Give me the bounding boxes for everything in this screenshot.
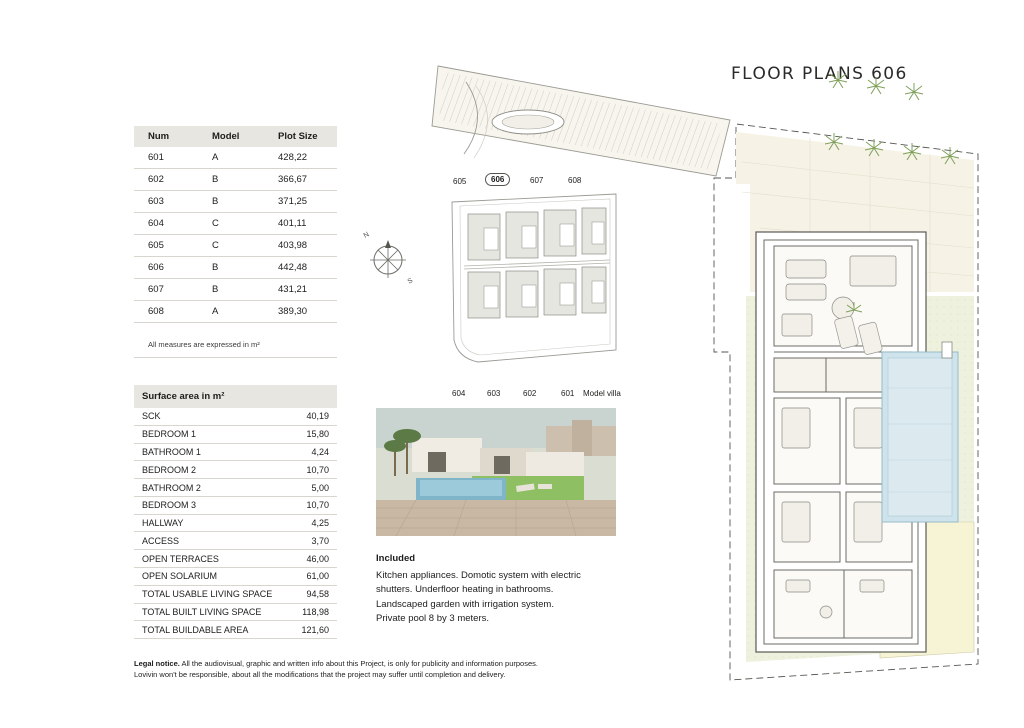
cell-room: BEDROOM 1: [134, 425, 295, 443]
cell-area: 4,24: [295, 443, 337, 461]
cell-plot-size: 401,11: [272, 213, 337, 235]
cell-plot-size: 442,48: [272, 257, 337, 279]
site-label-605: 605: [453, 177, 467, 186]
table-row: [134, 585, 337, 603]
table-row: [134, 603, 337, 621]
table-row: [134, 257, 337, 279]
table-row: [134, 408, 337, 425]
cell-num: 607: [134, 279, 202, 301]
cell-area: 121,60: [295, 621, 337, 639]
table-row: [134, 443, 337, 461]
measures-note: All measures are expressed in m²: [134, 332, 337, 358]
table-row: [134, 191, 337, 213]
cell-area: 94,58: [295, 585, 337, 603]
cell-model: B: [202, 191, 272, 213]
cell-room: SCK: [134, 408, 295, 425]
cell-room: TOTAL BUILT LIVING SPACE: [134, 603, 295, 621]
plot-table-header: [134, 126, 337, 147]
included-line-3: Landscaped garden with irrigation system.: [376, 598, 554, 610]
cell-room: BATHROOM 1: [134, 443, 295, 461]
table-row: [134, 550, 337, 568]
site-label-601: 601: [561, 389, 575, 398]
included-line-4: Private pool 8 by 3 meters.: [376, 613, 489, 624]
legal-line-2: Lovivin won't be responsible, about all the modifications that the project may suffer until completion and delivery.: [134, 670, 506, 679]
cell-model: C: [202, 235, 272, 257]
surface-area-table: [134, 385, 337, 639]
table-row: [134, 169, 337, 191]
table-row: [134, 213, 337, 235]
compass-rose: [356, 228, 420, 292]
plot-size-table: [134, 126, 337, 323]
cell-num: 601: [134, 147, 202, 169]
cell-area: 61,00: [295, 568, 337, 586]
cell-plot-size: 431,21: [272, 279, 337, 301]
plot-chip-606: 606: [485, 173, 510, 186]
site-caption-model-villa: Model villa: [583, 389, 621, 398]
site-label-604: 604: [452, 389, 466, 398]
cell-room: HALLWAY: [134, 514, 295, 532]
cell-room: ACCESS: [134, 532, 295, 550]
site-label-607: 607: [530, 176, 544, 185]
cell-area: 10,70: [295, 496, 337, 514]
included-heading: Included: [376, 553, 416, 564]
cell-model: C: [202, 213, 272, 235]
cell-room: BEDROOM 2: [134, 461, 295, 479]
floor-plan-drawing: [430, 52, 990, 692]
cell-room: OPEN TERRACES: [134, 550, 295, 568]
cell-plot-size: 389,30: [272, 301, 337, 323]
column-header-plot-size: Plot Size: [272, 126, 337, 147]
cell-plot-size: 428,22: [272, 147, 337, 169]
compass-south-label: S: [406, 277, 415, 286]
cell-model: B: [202, 257, 272, 279]
cell-num: 605: [134, 235, 202, 257]
cell-room: OPEN SOLARIUM: [134, 568, 295, 586]
table-row: [134, 301, 337, 323]
table-row: [134, 425, 337, 443]
cell-num: 606: [134, 257, 202, 279]
cell-plot-size: 403,98: [272, 235, 337, 257]
table-row: [134, 532, 337, 550]
cell-area: 118,98: [295, 603, 337, 621]
included-line-2: shutters. Underfloor heating in bathrooms.: [376, 584, 554, 595]
table-row: [134, 514, 337, 532]
column-header-num: Num: [134, 126, 202, 147]
table-row: [134, 147, 337, 169]
table-row: [134, 479, 337, 497]
cell-room: TOTAL BUILDABLE AREA: [134, 621, 295, 639]
page-title: FLOOR PLANS 606: [731, 64, 908, 84]
compass-north-label: N: [362, 231, 371, 240]
site-label-603: 603: [487, 389, 501, 398]
site-label-608: 608: [568, 176, 582, 185]
cell-model: A: [202, 147, 272, 169]
cell-area: 3,70: [295, 532, 337, 550]
cell-area: 46,00: [295, 550, 337, 568]
cell-area: 4,25: [295, 514, 337, 532]
plot-table-body: [134, 147, 337, 323]
cell-area: 5,00: [295, 479, 337, 497]
cell-room: TOTAL USABLE LIVING SPACE: [134, 585, 295, 603]
cell-model: A: [202, 301, 272, 323]
cell-model: B: [202, 279, 272, 301]
floor-plan-svg: [430, 52, 990, 692]
cell-num: 608: [134, 301, 202, 323]
cell-model: B: [202, 169, 272, 191]
cell-num: 604: [134, 213, 202, 235]
column-header-model: Model: [202, 126, 272, 147]
included-line-1: Kitchen appliances. Domotic system with electric: [376, 569, 581, 581]
legal-line-1: All the audiovisual, graphic and written info about this Project, is only for publicity and information purposes.: [179, 659, 538, 668]
table-row: [134, 496, 337, 514]
cell-plot-size: 371,25: [272, 191, 337, 213]
cell-room: BATHROOM 2: [134, 479, 295, 497]
cell-area: 15,80: [295, 425, 337, 443]
cell-plot-size: 366,67: [272, 169, 337, 191]
table-row: [134, 461, 337, 479]
cell-area: 40,19: [295, 408, 337, 425]
table-row: [134, 621, 337, 639]
table-header-row: [134, 126, 337, 147]
cell-num: 602: [134, 169, 202, 191]
surface-table-header: Surface area in m²: [134, 385, 337, 408]
legal-label: Legal notice.: [134, 659, 180, 668]
cell-room: BEDROOM 3: [134, 496, 295, 514]
table-row: [134, 568, 337, 586]
table-row: [134, 279, 337, 301]
cell-area: 10,70: [295, 461, 337, 479]
surface-table-body: [134, 408, 337, 639]
site-label-602: 602: [523, 389, 537, 398]
cell-num: 603: [134, 191, 202, 213]
table-row: [134, 235, 337, 257]
